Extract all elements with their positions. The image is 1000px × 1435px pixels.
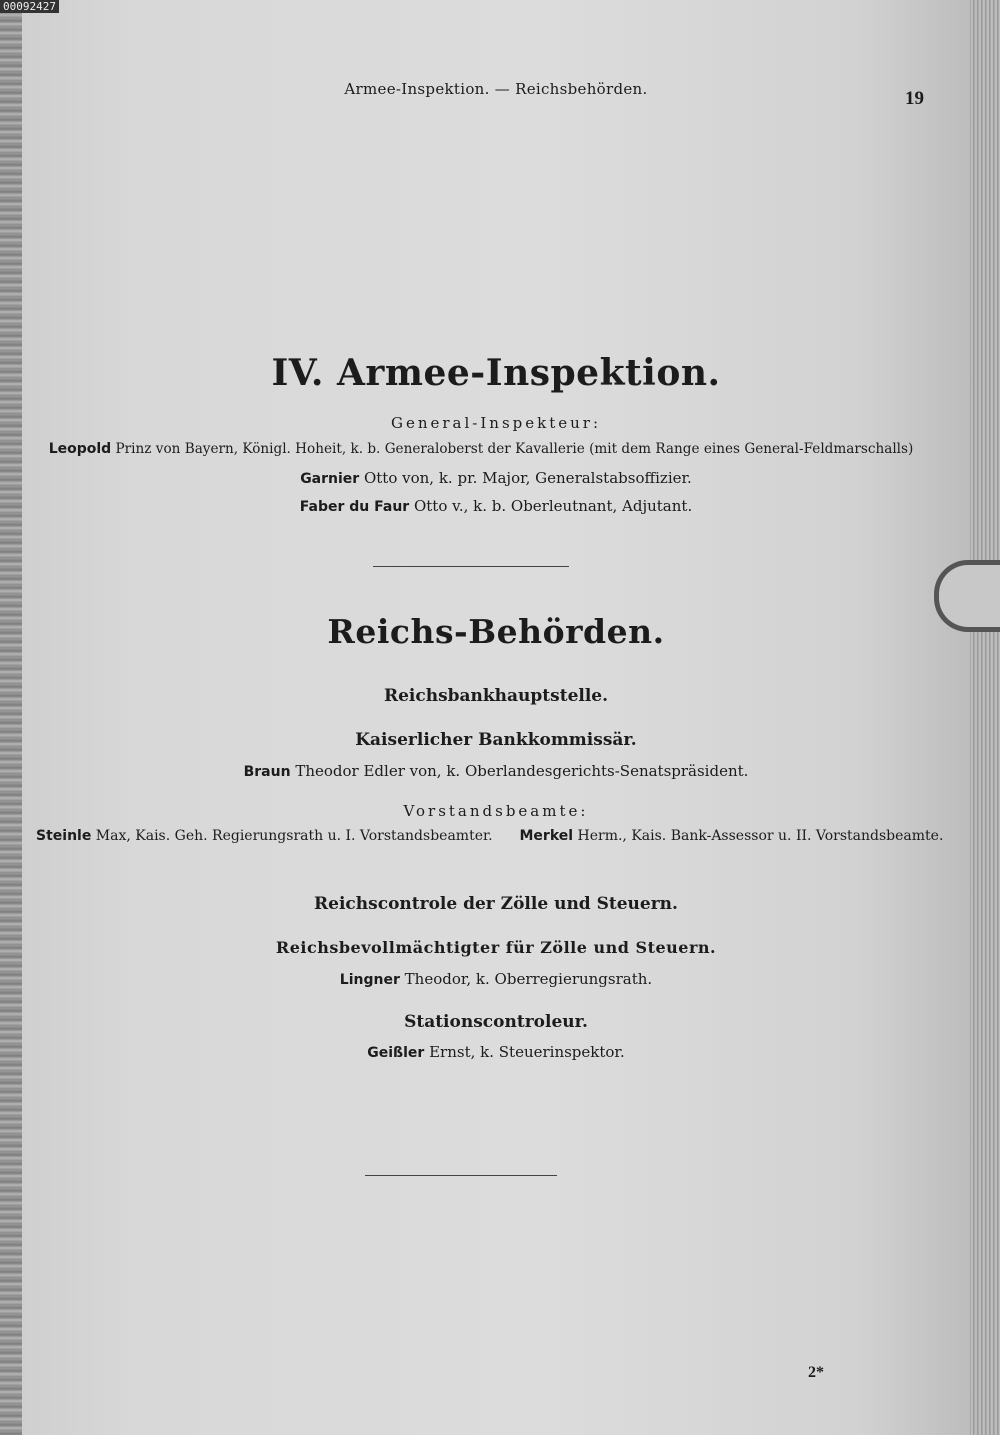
section-title-armee-inspektion: IV. Armee-Inspektion.: [271, 352, 721, 394]
entry-name: Geißler: [367, 1045, 425, 1061]
entry-vorstandsbeamte: [36, 828, 944, 844]
entry-text: Otto v., k. b. Oberleutnant, Adjutant.: [413, 497, 693, 515]
entry-braun: [22, 762, 970, 780]
subtitle-general-inspekteur: General-Inspekteur:: [390, 414, 602, 432]
entry-geissler: [22, 1043, 970, 1061]
entry-text: Theodor Edler von, k. Oberlandesgerichts-Senatspräsident.: [295, 762, 749, 780]
entry-text: Prinz von Bayern, Königl. Hoheit, k. b. Generaloberst der Kavallerie (mit dem Range eines General-Feldmarschalls): [115, 441, 914, 457]
page-number: 19: [905, 88, 924, 109]
entry-name: Faber du Faur: [299, 499, 410, 515]
entry-name: Garnier: [300, 471, 360, 487]
heading-stationscontroleur: Stationscontroleur.: [404, 1012, 588, 1032]
entry-text: Herm., Kais. Bank-Assessor u. II. Vorstandsbeamte.: [577, 828, 944, 844]
entry-name: Leopold: [48, 441, 112, 457]
section-title-reichs-behoerden: Reichs-Behörden.: [327, 612, 665, 651]
document-page: [22, 0, 970, 1435]
entry-faber-du-faur: [22, 497, 970, 515]
heading-reichsbankhauptstelle: Reichsbankhauptstelle.: [383, 686, 609, 706]
entry-leopold: [36, 441, 926, 457]
entry-name: Lingner: [339, 972, 400, 988]
page-stack-edge: [970, 0, 1000, 1435]
adjacent-page-edge: [0, 0, 22, 1435]
section-divider: [365, 1175, 557, 1176]
heading-bankkommissaer: Kaiserlicher Bankkommissär.: [355, 730, 637, 750]
entry-lingner: [22, 970, 970, 988]
entry-name: Steinle: [36, 828, 92, 844]
entry-text: Ernst, k. Steuerinspektor.: [429, 1043, 625, 1061]
heading-reichscontrole: Reichscontrole der Zölle und Steuern.: [314, 894, 678, 914]
entry-text: Otto von, k. pr. Major, Generalstabsoffizier.: [363, 469, 692, 487]
heading-reichsbevollmaechtigter: Reichsbevollmächtigter für Zölle und Steuern.: [275, 938, 717, 957]
entry-text: Max, Kais. Geh. Regierungsrath u. I. Vorstandsbeamter.: [95, 828, 493, 844]
signature-mark: 2*: [808, 1364, 824, 1381]
running-head: Armee-Inspektion. — Reichsbehörden.: [344, 80, 648, 98]
archive-id: 00092427: [0, 0, 59, 13]
subtitle-vorstandsbeamte: Vorstandsbeamte:: [403, 802, 589, 820]
section-divider: [373, 566, 569, 567]
entry-name: Merkel: [519, 828, 574, 844]
entry-name: Braun: [243, 764, 291, 780]
entry-garnier: [22, 469, 970, 487]
entry-text: Theodor, k. Oberregierungsrath.: [404, 970, 653, 988]
